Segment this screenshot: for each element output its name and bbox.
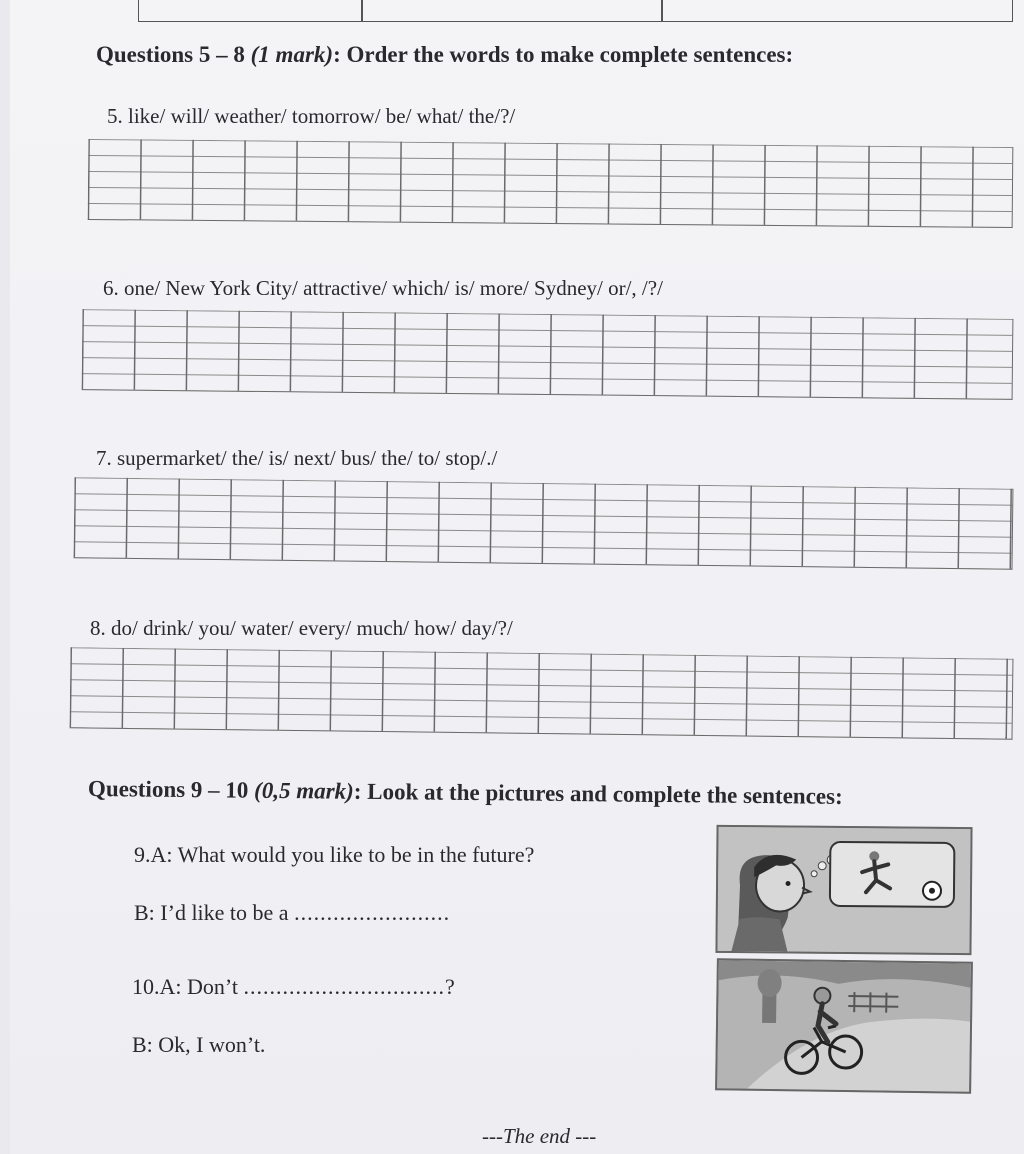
heading-mark: (0,5 mark) bbox=[254, 777, 354, 804]
question-7-prompt: 7. supermarket/ the/ is/ next/ bus/ the/ to/ stop/./ bbox=[96, 446, 498, 470]
cycling-picture bbox=[715, 958, 973, 1094]
question-5-prompt: 5. like/ will/ weather/ tomorrow/ be/ what/ the/?/ bbox=[107, 104, 516, 128]
question-7-writing-grid[interactable] bbox=[74, 477, 1014, 569]
footballer-dream-picture bbox=[715, 825, 972, 955]
section-heading-q5-8 bbox=[96, 42, 793, 68]
previous-question-table bbox=[138, 0, 1013, 22]
question-8-writing-grid[interactable] bbox=[70, 647, 1014, 740]
question-9-line-b bbox=[134, 900, 450, 926]
worksheet-page bbox=[10, 0, 1024, 1154]
question-6-prompt: 6. one/ New York City/ attractive/ which/ is/ more/ Sydney/ or/, /?/ bbox=[103, 276, 663, 300]
question-10-line-b: B: Ok, I won’t. bbox=[132, 1032, 266, 1057]
heading-instruction: : Order the words to make complete sentences: bbox=[333, 42, 794, 67]
question-6-writing-grid[interactable] bbox=[82, 309, 1014, 400]
heading-prefix: Questions 5 – 8 bbox=[96, 42, 251, 67]
question-9-answer-blank[interactable]: ........................ bbox=[294, 900, 451, 925]
question-10-answer-blank[interactable]: ............................... bbox=[243, 974, 445, 999]
question-10-line-a bbox=[132, 974, 455, 1000]
question-8-prompt: 8. do/ drink/ you/ water/ every/ much/ how/ day/?/ bbox=[90, 616, 513, 640]
heading-mark: (1 mark) bbox=[250, 42, 334, 67]
question-9-line-a: 9.A: What would you like to be in the future? bbox=[134, 842, 535, 867]
question-5-writing-grid[interactable] bbox=[88, 139, 1014, 228]
heading-instruction: : Look at the pictures and complete the sentences: bbox=[353, 778, 843, 809]
the-end-footer: ---The end --- bbox=[482, 1124, 597, 1148]
section-heading-q9-10 bbox=[88, 776, 843, 810]
question-10-line-a-text: 10.A: Don’t bbox=[132, 974, 244, 999]
question-10-question-mark: ? bbox=[444, 974, 455, 999]
heading-prefix: Questions 9 – 10 bbox=[87, 776, 255, 803]
question-9-line-b-text: B: I’d like to be a bbox=[134, 900, 295, 925]
